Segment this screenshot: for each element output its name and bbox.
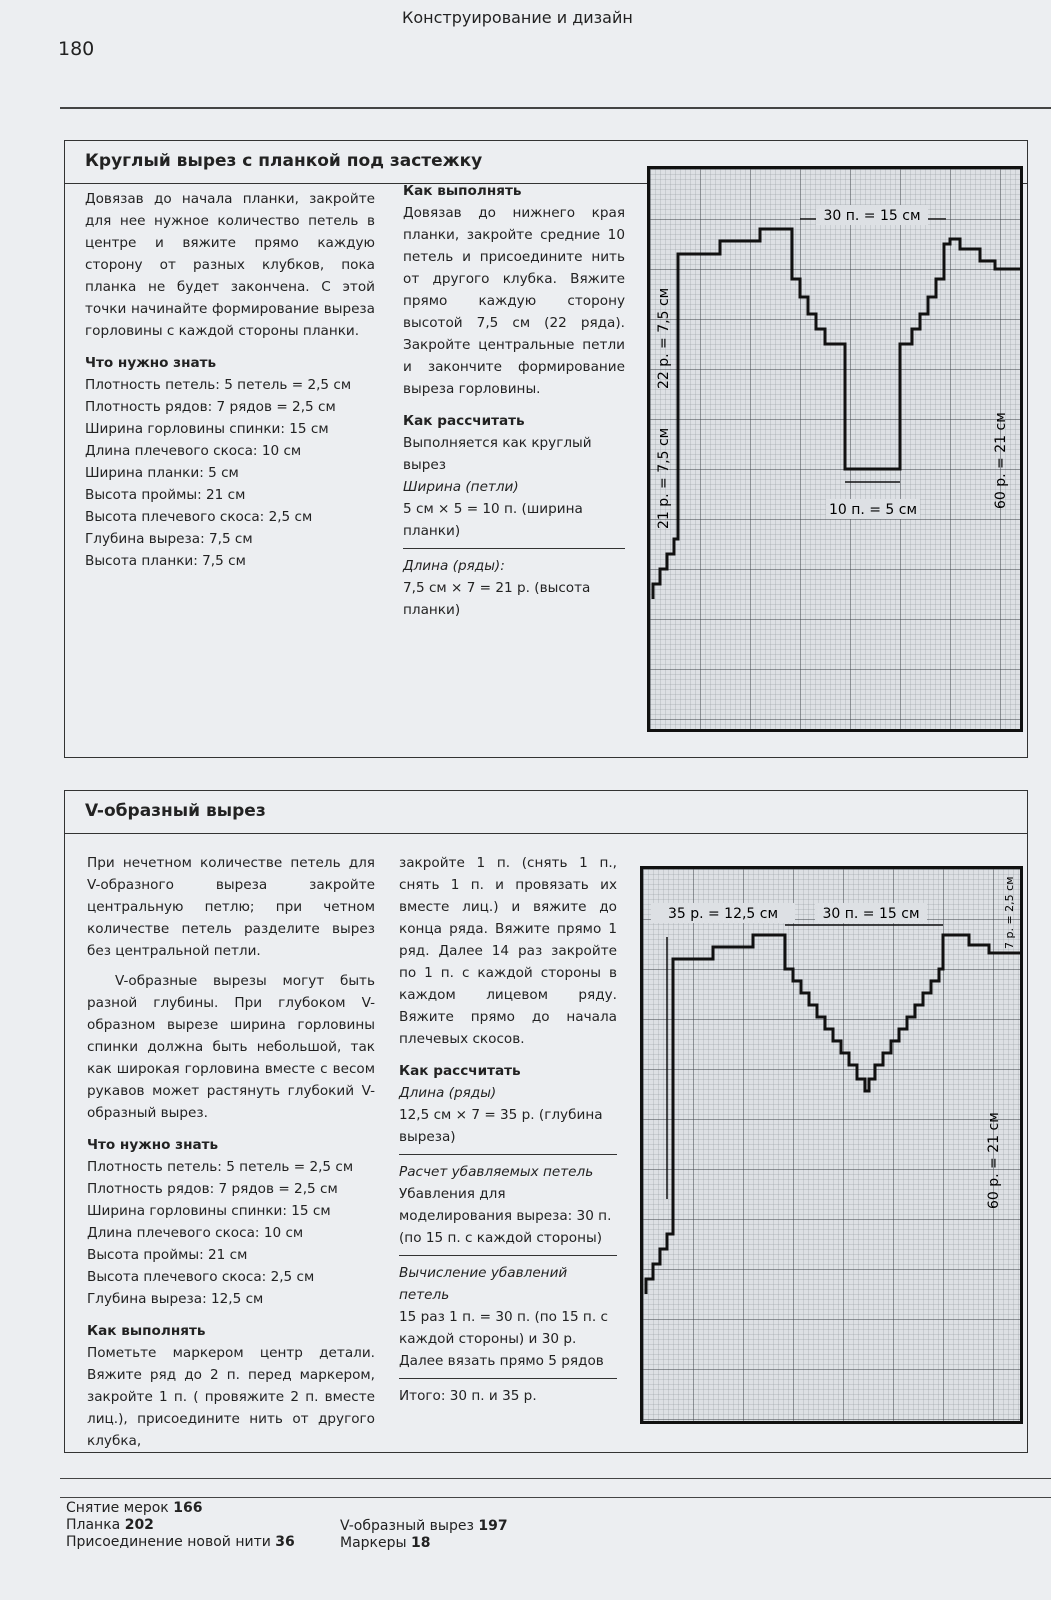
footer-divider xyxy=(60,1497,1051,1498)
index-entry xyxy=(66,1517,295,1534)
width-label: Ширина (петли) xyxy=(403,479,519,495)
running-title: Конструирование и дизайн xyxy=(402,8,633,27)
section-title: Круглый вырез с планкой под застежку xyxy=(85,151,483,171)
index-entry xyxy=(66,1500,295,1517)
column-left xyxy=(87,852,375,1460)
dec2-label: Вычисление убавлений петель xyxy=(399,1265,568,1303)
label-left-outer: 21 р. = 7,5 см xyxy=(656,427,672,529)
label-left-inner: 22 р. = 7,5 см xyxy=(656,287,672,389)
column-middle xyxy=(403,170,625,621)
intro-text: Довязав до начала планки, закройте для нее нужное количество петель в центре и вяжите прямо каждую сторону от разных клубков, пока планка не будет закончена. С этой точки начинайте формирование выреза горловины с каждой стороны планки. xyxy=(85,191,375,339)
divider xyxy=(399,1255,617,1256)
chart-svg xyxy=(650,169,1020,729)
know-item: Высота проймы: 21 см xyxy=(87,1247,248,1263)
index-left xyxy=(66,1500,295,1551)
know-item: Высота плечевого скоса: 2,5 см xyxy=(85,509,313,525)
index-page: 197 xyxy=(478,1518,508,1534)
index-page: 36 xyxy=(275,1534,295,1550)
dec-label: Расчет убавляемых петель xyxy=(399,1164,594,1180)
know-heading: Что нужно знать xyxy=(87,1137,219,1153)
know-list xyxy=(87,1156,375,1310)
know-item: Плотность рядов: 7 рядов = 2,5 см xyxy=(85,399,336,415)
index-term: Планка xyxy=(66,1517,121,1533)
length-calc: 12,5 см × 7 = 35 р. (глубина выреза) xyxy=(399,1107,603,1145)
chart-v-neck xyxy=(640,866,1023,1424)
know-item: Ширина горловины спинки: 15 см xyxy=(87,1203,331,1219)
how-heading: Как выполнять xyxy=(403,183,522,199)
label-left-top: 35 р. = 12,5 см xyxy=(667,906,779,922)
intro-text: При нечетном количестве петель для V-образного выреза закройте центральную петлю; при четном количестве петель разделите вырез без центральной петли. xyxy=(87,855,375,959)
how-heading: Как выполнять xyxy=(87,1323,206,1339)
section-title: V-образный вырез xyxy=(85,801,266,821)
chart-svg xyxy=(643,869,1020,1421)
label-right: 60 р. = 21 см xyxy=(993,412,1009,509)
know-item: Длина плечевого скоса: 10 см xyxy=(85,443,302,459)
divider xyxy=(403,548,625,549)
index-term: V-образный вырез xyxy=(340,1518,474,1534)
index-term: Присоединение новой нити xyxy=(66,1534,271,1550)
know-item: Ширина планки: 5 см xyxy=(85,465,239,481)
know-item: Высота плечевого скоса: 2,5 см xyxy=(87,1269,315,1285)
know-item: Ширина горловины спинки: 15 см xyxy=(85,421,329,437)
dec-text: Убавления для моделирования выреза: 30 п. (по 15 п. с каждой стороны) xyxy=(399,1186,612,1246)
footer-divider xyxy=(60,1478,1051,1479)
column-left xyxy=(85,188,375,572)
how-text-continued: закройте 1 п. (снять 1 п., снять 1 п. и провязать их вместе лиц.) и вяжите до конца ряда. Вяжите прямо 1 ряд. Далее 14 раз закройте по 1 п. с каждой стороны в каждом лицевом ряду. Вяжите прямо до начала плечевых скосов. xyxy=(399,855,617,1047)
know-heading: Что нужно знать xyxy=(85,355,217,371)
divider xyxy=(399,1154,617,1155)
section-v-neck xyxy=(64,790,1028,1453)
know-item: Плотность петель: 5 петель = 2,5 см xyxy=(87,1159,354,1175)
label-top-width: 30 п. = 15 см xyxy=(822,906,920,922)
label-top-width: 30 п. = 15 см xyxy=(823,208,921,224)
index-entry xyxy=(66,1534,295,1551)
calc-heading: Как рассчитать xyxy=(403,413,525,429)
know-list xyxy=(85,374,375,572)
length-label: Длина (ряды) xyxy=(399,1085,497,1101)
label-right-top: 7 р. = 2,5 см xyxy=(1003,876,1016,949)
index-entry xyxy=(340,1518,508,1535)
section-header xyxy=(65,790,1027,834)
top-divider xyxy=(60,107,1051,109)
section-round-neck-placket xyxy=(64,140,1028,758)
index-right xyxy=(340,1518,508,1552)
know-item: Глубина выреза: 7,5 см xyxy=(85,531,253,547)
know-item: Длина плечевого скоса: 10 см xyxy=(87,1225,304,1241)
index-term: Маркеры xyxy=(340,1535,407,1551)
index-page: 166 xyxy=(173,1500,203,1516)
index-page: 18 xyxy=(411,1535,431,1551)
know-item: Высота планки: 7,5 см xyxy=(85,553,246,569)
how-text: Довязав до нижнего края планки, закройте средние 10 петель и присоедините нить от другого клубка. Вяжите прямо каждую сторону высотой 7,5 см (22 ряда). Закройте центральные петли и закончите формирование выреза горловины. xyxy=(403,205,625,397)
chart-round-neck-placket xyxy=(647,166,1023,732)
total-text: Итого: 30 п. и 35 р. xyxy=(399,1388,537,1404)
divider xyxy=(399,1378,617,1379)
intro-text: V-образные вырезы могут быть разной глубины. При глубоком V-образном вырезе ширина горловины спинки должна быть небольшой, так как широкая горловина вместе с весом рукавов может растянуть глубокий V-образный вырез. xyxy=(87,973,375,1121)
know-item: Глубина выреза: 12,5 см xyxy=(87,1291,264,1307)
length-label: Длина (ряды): xyxy=(403,558,505,574)
index-term: Снятие мерок xyxy=(66,1500,169,1516)
label-right: 60 р. = 21 см xyxy=(986,1112,1002,1209)
index-page: 202 xyxy=(124,1517,154,1533)
label-bottom-width: 10 п. = 5 см xyxy=(828,502,918,518)
page-number: 180 xyxy=(58,38,95,60)
calc-text: Выполняется как круглый вырез xyxy=(403,435,592,473)
calc-heading: Как рассчитать xyxy=(399,1063,521,1079)
know-item: Плотность петель: 5 петель = 2,5 см xyxy=(85,377,352,393)
know-item: Высота проймы: 21 см xyxy=(85,487,246,503)
column-middle xyxy=(399,852,617,1407)
width-calc: 5 см × 5 = 10 п. (ширина планки) xyxy=(403,501,583,539)
dec2-text: 15 раз 1 п. = 30 п. (по 15 п. с каждой стороны) и 30 р. Далее вязать прямо 5 рядов xyxy=(399,1309,608,1369)
how-text: Пометьте маркером центр детали. Вяжите ряд до 2 п. перед маркером, закройте 1 п. ( провяжите 2 п. вместе лиц.), присоедините нить от другого клубка, xyxy=(87,1345,375,1449)
know-item: Плотность рядов: 7 рядов = 2,5 см xyxy=(87,1181,338,1197)
index-entry xyxy=(340,1535,508,1552)
length-calc: 7,5 см × 7 = 21 р. (высота планки) xyxy=(403,580,591,618)
